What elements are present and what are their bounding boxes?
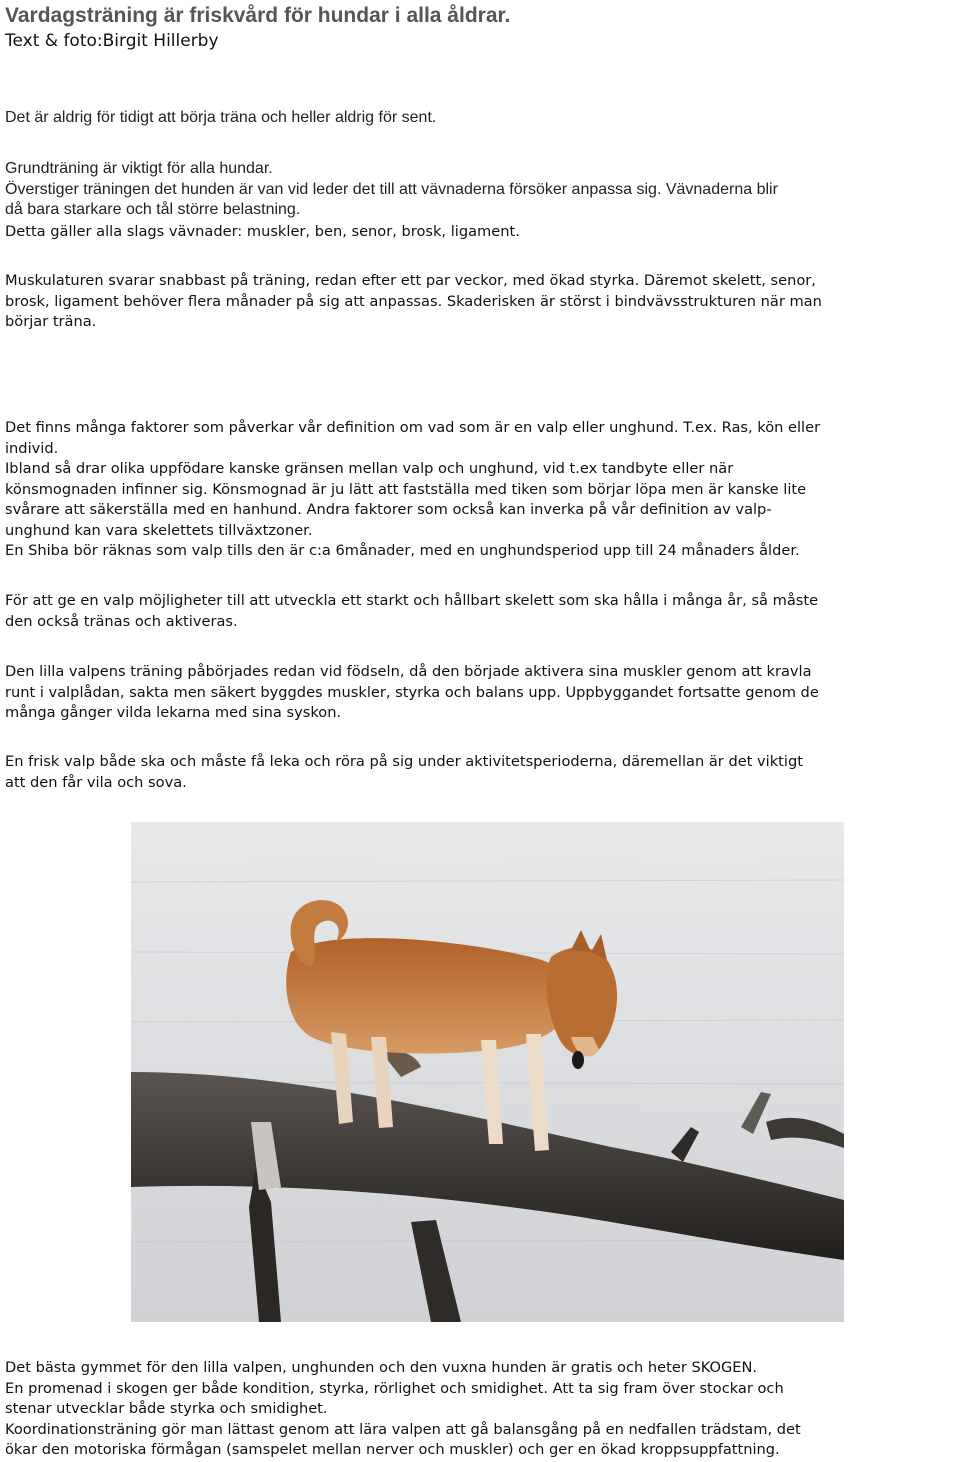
paragraph-line: börjar träna.: [5, 313, 97, 330]
article-byline: Text & foto:Birgit Hillerby: [5, 31, 219, 51]
paragraph-line: då bara starkare och tål större belastning.: [5, 201, 301, 218]
paragraph-line: att den får vila och sova.: [5, 773, 187, 791]
paragraph-line: ökar den motoriska förmågan (samspelet mellan nerver och muskler) och ger en ökad kroppsuppfattning.: [5, 1441, 780, 1458]
paragraph-line: Detta gäller alla slags vävnader: muskler, ben, senor, brosk, ligament.: [5, 223, 520, 240]
paragraph: [5, 418, 960, 562]
paragraph-line: könsmognaden infinner sig. Könsmognad är ju lätt att fastställa med tiken som börjar löpa men är kanske lite: [5, 480, 807, 498]
paragraph-line: Det bästa gymmet för den lilla valpen, unghunden och den vuxna hunden är gratis och heter SKOGEN.: [5, 1359, 758, 1376]
paragraph-line: För att ge en valp möjligheter till att utveckla ett starkt och hållbart skelett som ska hålla i många år, så måste: [5, 592, 819, 609]
paragraph-line: Det är aldrig för tidigt att börja träna och heller aldrig för sent.: [5, 109, 437, 126]
paragraph-line: Koordinationsträning gör man lättast genom att lära valpen att gå balansgång på en nedfallen trädstam, det: [5, 1420, 801, 1438]
paragraph-line: Den lilla valpens träning påbörjades redan vid födseln, då den började aktivera sina muskler genom att kravla: [5, 663, 812, 680]
paragraph-line: individ.: [5, 439, 59, 457]
paragraph-line: stenar utvecklar både styrka och smidighet.: [5, 1400, 328, 1417]
paragraph-line: En frisk valp både ska och måste få leka och röra på sig under aktivitetsperioderna, däremellan är det viktigt: [5, 753, 803, 770]
paragraph: [5, 752, 960, 793]
paragraph-line: En Shiba bör räknas som valp tills den är c:a 6månader, med en unghundsperiod upp till 24 månaders ålder.: [5, 542, 800, 559]
paragraph-line: den också tränas och aktiveras.: [5, 612, 238, 630]
paragraph-line: brosk, ligament behöver flera månader på sig att anpassas. Skaderisken är störst i bindvävsstrukturen när man: [5, 292, 822, 310]
paragraph-line: Muskulaturen svarar snabbast på träning, redan efter ett par veckor, med ökad styrka. Däremot skelett, senor,: [5, 272, 816, 289]
paragraph-line: många gånger vilda lekarna med sina syskon.: [5, 704, 342, 721]
paragraph: [5, 108, 960, 129]
paragraph: [5, 222, 960, 243]
paragraph-line: Överstiger träningen det hunden är van vid leder det till att vävnaderna försöker anpassa sig. Vävnaderna blir: [5, 180, 778, 198]
paragraph-line: Grundträning är viktigt för alla hundar.: [5, 160, 273, 177]
paragraph: [5, 591, 960, 632]
paragraph-line: Ibland så drar olika uppfödare kanske gränsen mellan valp och unghund, vid t.ex tandbyte eller när: [5, 460, 734, 477]
paragraph: [5, 271, 960, 333]
paragraph-line: unghund kan vara skelettets tillväxtzoner.: [5, 521, 313, 539]
paragraph-line: En promenad i skogen ger både kondition, styrka, rörlighet och smidighet. Att ta sig fram över stockar och: [5, 1379, 784, 1397]
dog-on-log-photo: [131, 822, 844, 1322]
article-title: Vardagsträning är friskvård för hundar i alla åldrar.: [5, 4, 511, 27]
paragraph-line: svårare att säkerställa med en hanhund. Andra faktorer som också kan inverka på vår definition av valp-: [5, 501, 772, 518]
paragraph: [5, 662, 960, 724]
paragraph: [5, 1358, 960, 1461]
paragraph-line: runt i valplådan, sakta men säkert byggdes muskler, styrka och balans upp. Uppbyggandet fortsatte genom de: [5, 683, 819, 701]
paragraph: [5, 159, 960, 221]
paragraph-line: Det finns många faktorer som påverkar vår definition om vad som är en valp eller unghund. T.ex. Ras, kön eller: [5, 419, 821, 436]
